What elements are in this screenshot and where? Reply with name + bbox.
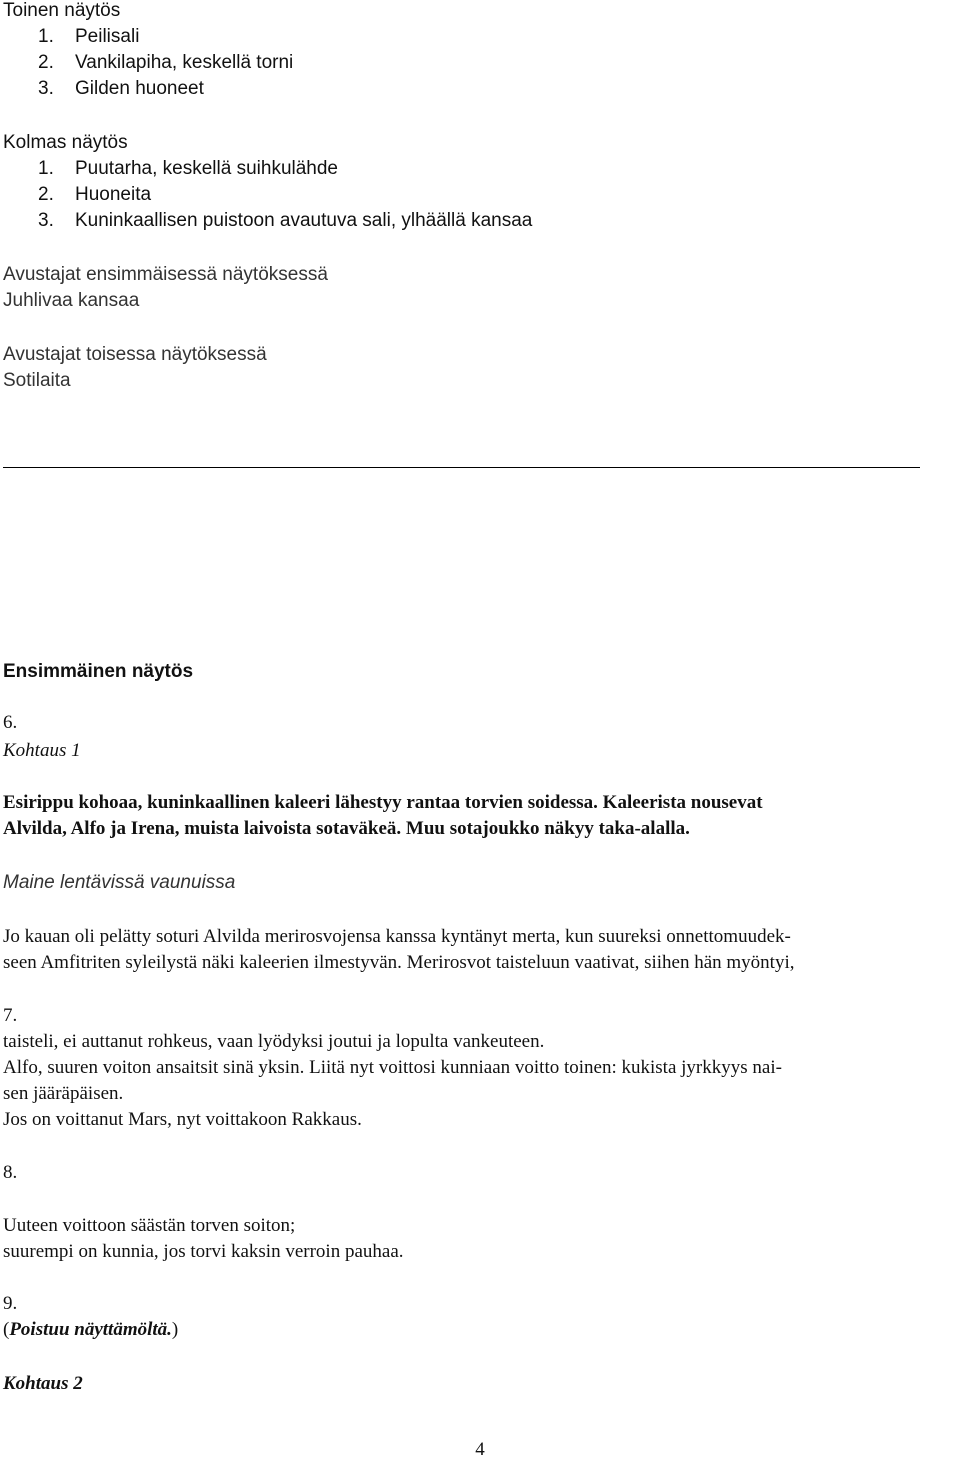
paragraph-3-line-2: suurempi on kunnia, jos torvi kaksin verroin pauhaa. [3, 1241, 404, 1262]
extras-act2-heading: Avustajat toisessa näytöksessä [3, 344, 267, 365]
paragraph-1-line-1: Jo kauan oli pelätty soturi Alvilda merirosvojensa kanssa kyntänyt merta, kun suureksi onnettomuudek- [3, 926, 791, 947]
number-8: 8. [3, 1162, 18, 1183]
act3-title: Kolmas näytös [3, 132, 128, 153]
scene-2-heading: Kohtaus 2 [3, 1373, 83, 1394]
stage-direction-line-2: Alvilda, Alfo ja Irena, muista laivoista sotaväkeä. Muu sotajoukko näkyy taka-alalla. [3, 818, 690, 839]
paragraph-3-line-1: Uuteen voittoon säästän torven soiton; [3, 1215, 296, 1236]
list-item: 2. Vankilapiha, keskellä torni [38, 52, 294, 73]
paragraph-2-line-4: Jos on voittanut Mars, nyt voittakoon Rakkaus. [3, 1109, 362, 1130]
number-6: 6. [3, 712, 18, 733]
stage-direction-line-1: Esirippu kohoaa, kuninkaallinen kaleeri lähestyy rantaa torvien soidessa. Kaleerista nousevat [3, 792, 763, 813]
paragraph-2-line-1: taisteli, ei auttanut rohkeus, vaan lyödyksi joutui ja lopulta vankeuteen. [3, 1031, 545, 1052]
exit-direction-text: Poistuu näyttämöltä. [9, 1319, 172, 1340]
list-item: 3. Gilden huoneet [38, 78, 204, 99]
extras-act1-text: Juhlivaa kansaa [3, 290, 140, 311]
speaker-voice: Maine lentävissä vaunuissa [3, 872, 236, 893]
extras-act2-text: Sotilaita [3, 370, 71, 391]
paragraph-2-line-2: Alfo, suuren voiton ansaitsit sinä yksin. Liitä nyt voittosi kunniaan voitto toinen: kukista jyrkkyys nai- [3, 1057, 782, 1078]
list-item: 1. Puutarha, keskellä suihkulähde [38, 158, 339, 179]
paragraph-2-line-3: sen jääräpäisen. [3, 1083, 124, 1104]
paragraph-1-line-2: seen Amfitriten syleilystä näki kaleerien ilmestyvän. Merirosvot taisteluun vaativat, siihen hän myöntyi, [3, 952, 795, 973]
list-item: 2. Huoneita [38, 184, 152, 205]
act1-heading: Ensimmäinen näytös [3, 661, 194, 682]
act3-scene-list [38, 156, 532, 234]
act2-scene-list [38, 24, 293, 102]
list-item: 1. Peilisali [38, 26, 140, 47]
exit-direction: (Poistuu näyttämöltä.) [3, 1319, 179, 1340]
horizontal-rule [3, 467, 920, 468]
page-number: 4 [475, 1439, 485, 1460]
list-item: 3. Kuninkaallisen puistoon avautuva sali, ylhäällä kansaa [38, 210, 533, 231]
act2-title: Toinen näytös [3, 0, 121, 21]
number-9: 9. [3, 1293, 18, 1314]
number-7: 7. [3, 1005, 18, 1026]
scene-1-heading: Kohtaus 1 [3, 740, 81, 761]
extras-act1-heading: Avustajat ensimmäisessä näytöksessä [3, 264, 328, 285]
